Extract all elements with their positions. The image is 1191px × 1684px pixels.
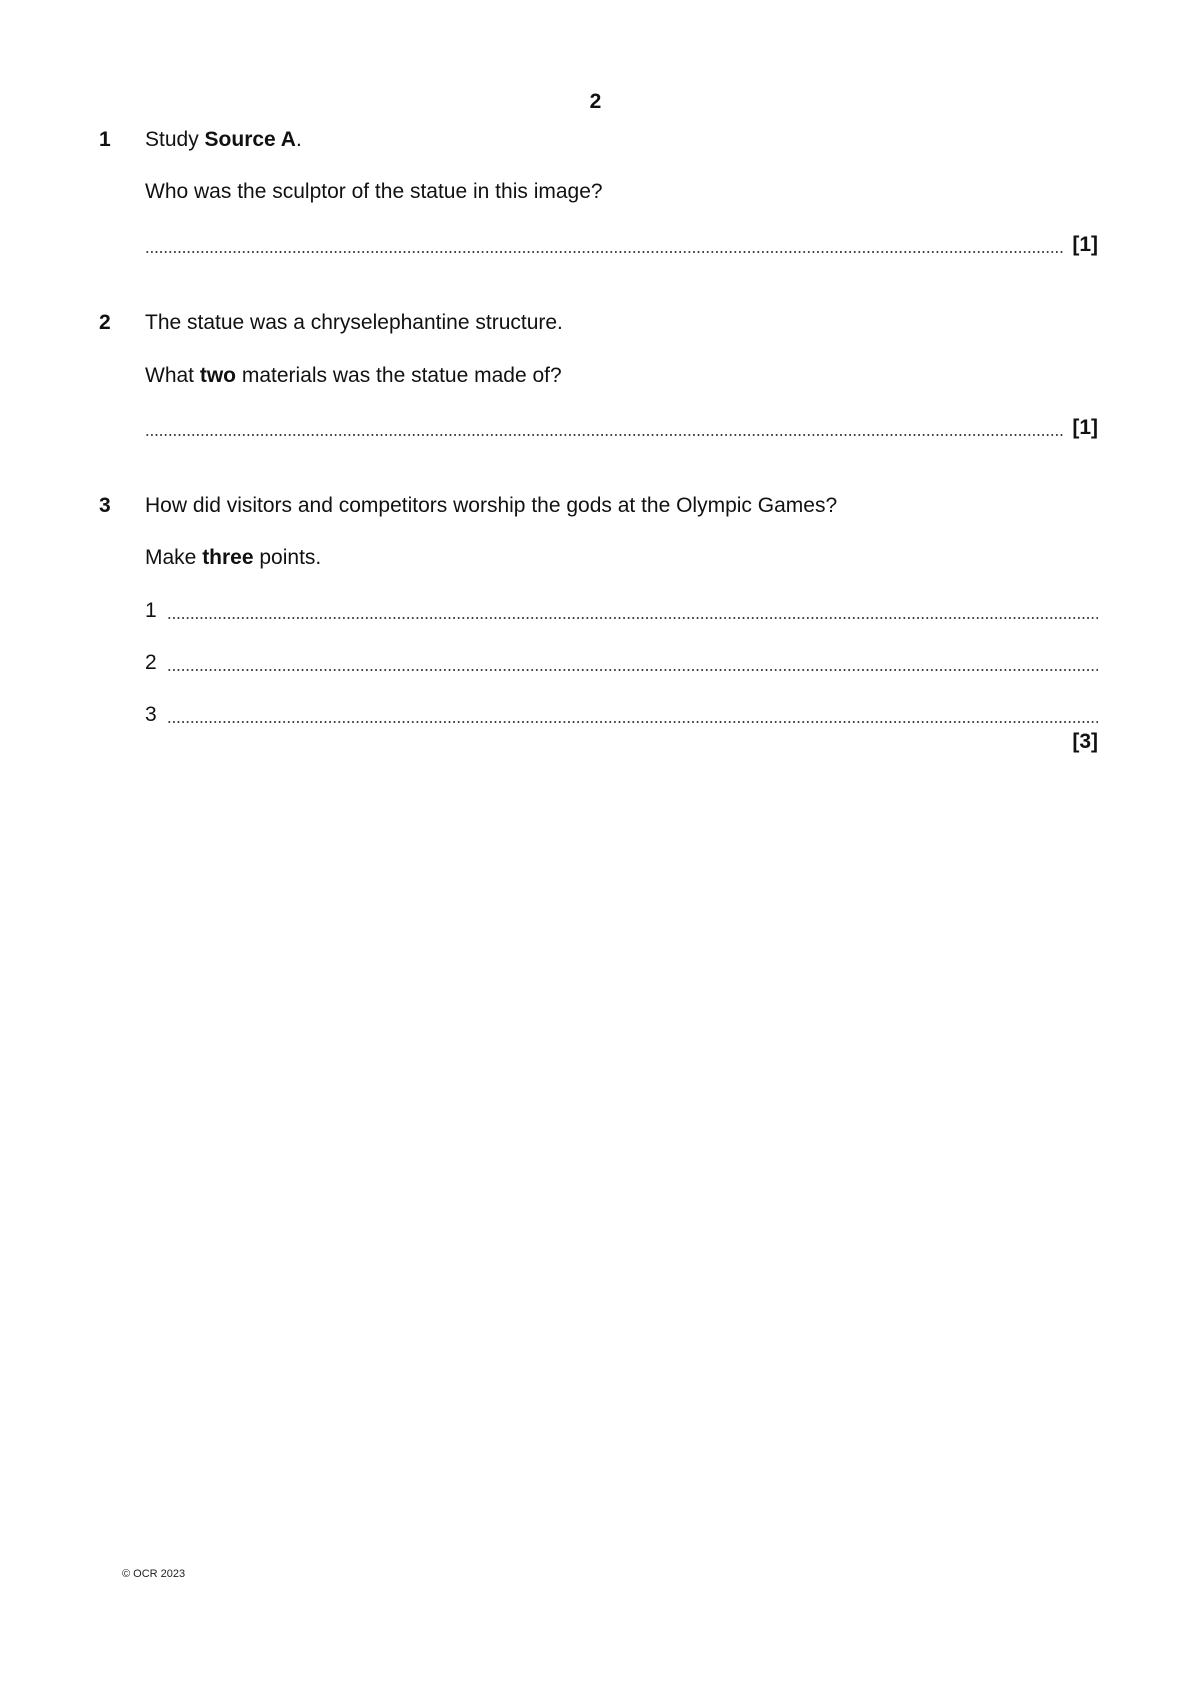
question-3-point-3-line[interactable] <box>145 702 1098 728</box>
dotted-line <box>167 617 1098 619</box>
dotted-line <box>145 434 1065 436</box>
question-2-prompt: What two materials was the statue made of? <box>145 364 562 387</box>
copyright-footer: © OCR 2023 <box>122 1568 186 1580</box>
question-1-prompt: Who was the sculptor of the statue in this image? <box>145 180 603 203</box>
question-2-statement: The statue was a chryselephantine structure. <box>145 311 563 334</box>
dotted-line <box>145 251 1065 253</box>
question-1-number: 1 <box>99 128 111 151</box>
question-1-mark: [1] <box>1072 233 1098 256</box>
dotted-line <box>167 669 1098 671</box>
point-number: 2 <box>145 651 157 674</box>
question-2-number: 2 <box>99 311 111 334</box>
question-3-number: 3 <box>99 494 111 517</box>
question-2-answer-line[interactable] <box>145 415 1098 441</box>
question-3-instruction: Make three points. <box>145 546 322 569</box>
point-number: 1 <box>145 599 157 622</box>
question-3-mark: [3] <box>1072 730 1098 753</box>
question-3-point-2-line[interactable] <box>145 650 1098 676</box>
point-number: 3 <box>145 703 157 726</box>
page-number: 2 <box>589 90 602 113</box>
question-2-mark: [1] <box>1072 416 1098 439</box>
question-1-answer-line[interactable] <box>145 232 1098 258</box>
dotted-line <box>167 721 1098 723</box>
question-1-instruction: Study Source A. <box>145 128 302 151</box>
question-3-point-1-line[interactable] <box>145 598 1098 624</box>
question-3-prompt: How did visitors and competitors worship the gods at the Olympic Games? <box>145 494 838 517</box>
